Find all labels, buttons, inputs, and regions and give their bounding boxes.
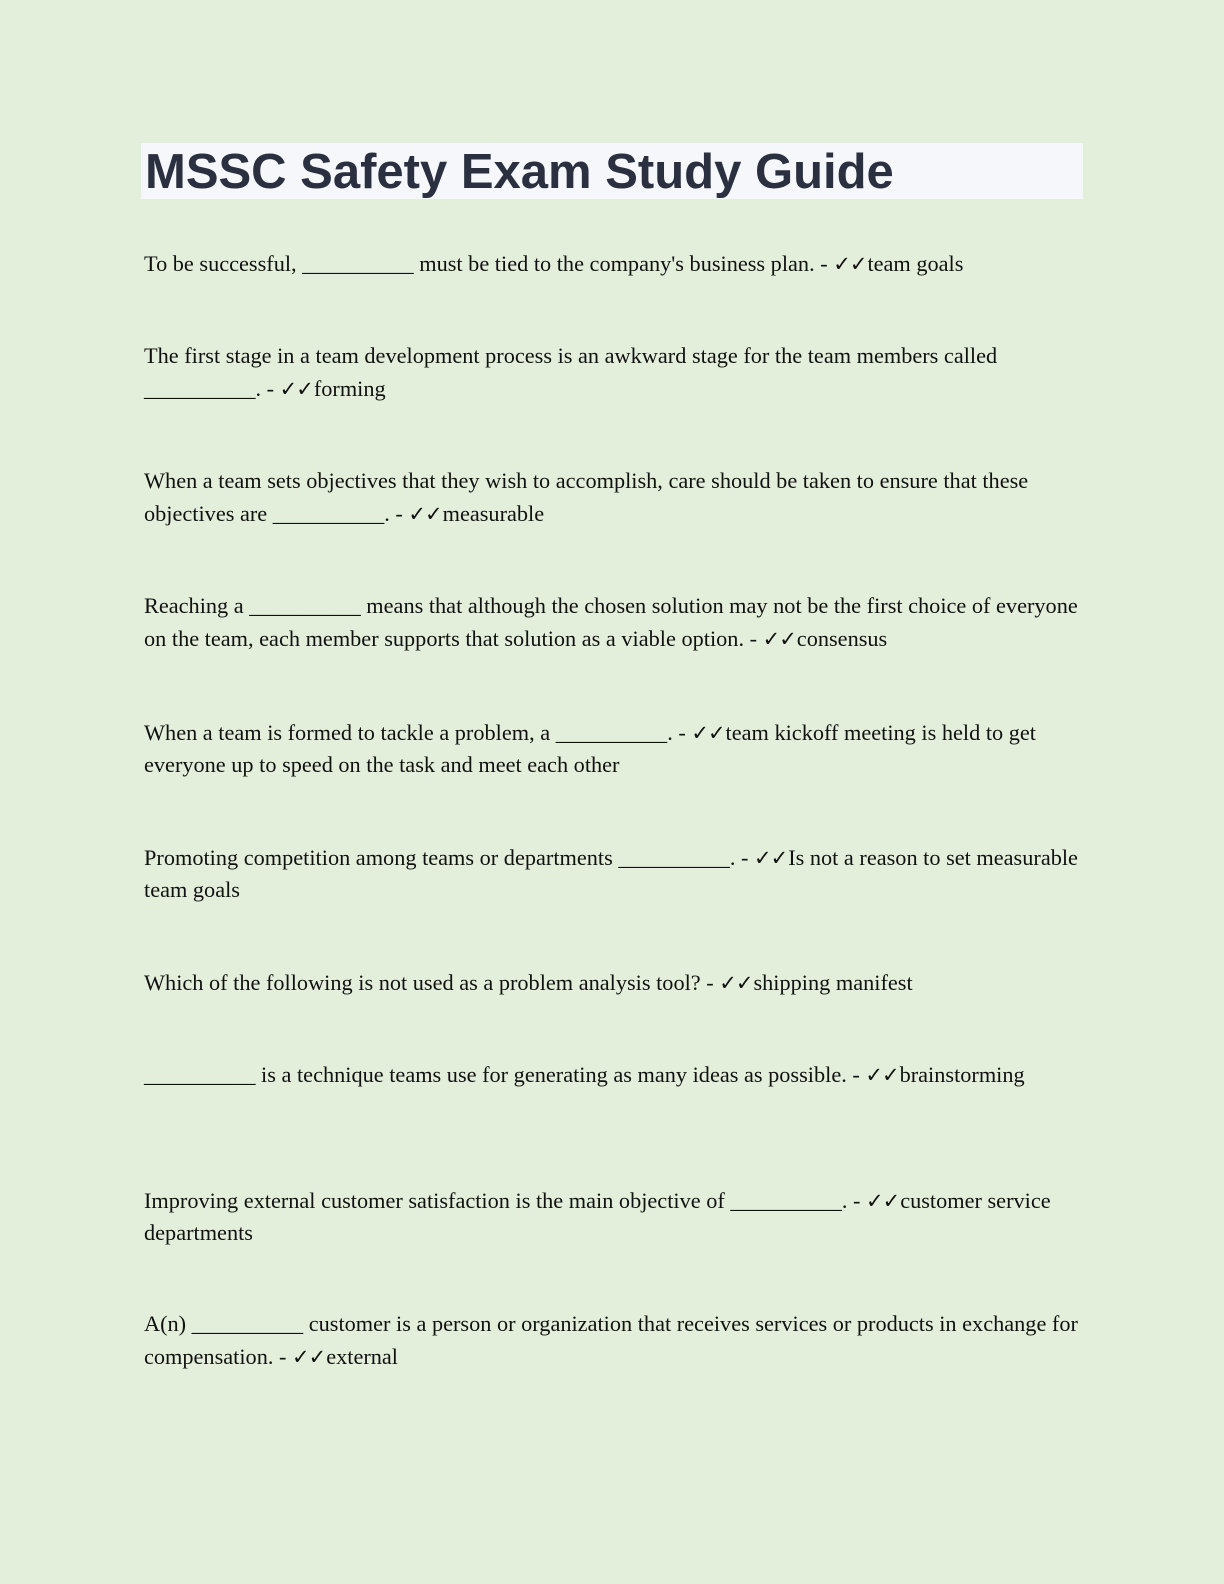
question-text: A(n) __________ customer is a person or organization that receives services or products in exchange for compensation. - xyxy=(144,1311,1078,1369)
qa-item-10 xyxy=(144,1307,1084,1374)
question-text: Promoting competition among teams or departments __________. - xyxy=(144,845,754,870)
answer-text: brainstorming xyxy=(899,1062,1025,1087)
answer-text: measurable xyxy=(442,501,545,526)
question-text: Improving external customer satisfaction is the main objective of __________. - xyxy=(144,1188,866,1213)
question-text: When a team sets objectives that they wish to accomplish, care should be taken to ensure that these objectives are __________. - xyxy=(144,468,1029,526)
qa-item-2 xyxy=(144,339,1084,406)
double-check-icon: ✓✓ xyxy=(753,846,788,870)
qa-item-5 xyxy=(144,717,1084,780)
answer-text: forming xyxy=(313,376,386,401)
title-banner xyxy=(141,143,1083,199)
qa-item-3 xyxy=(144,464,1084,531)
double-check-icon: ✓✓ xyxy=(833,252,867,276)
document-title: MSSC Safety Exam Study Guide xyxy=(145,145,894,199)
double-check-icon: ✓✓ xyxy=(719,971,753,995)
question-text: Reaching a __________ means that although the chosen solution may not be the first choice of everyone on the team, each member supports that solution as a viable option. - xyxy=(144,593,1078,651)
answer-text: consensus xyxy=(796,626,888,651)
qa-item-9 xyxy=(144,1185,1084,1248)
question-text: The first stage in a team development process is an awkward stage for the team members called __________. - xyxy=(144,343,998,401)
qa-item-1 xyxy=(144,247,1084,281)
question-text: To be successful, __________ must be tied to the company's business plan. - xyxy=(144,251,834,276)
qa-item-7 xyxy=(144,966,1084,1000)
answer-text: shipping manifest xyxy=(753,970,913,995)
double-check-icon: ✓✓ xyxy=(762,627,796,651)
qa-item-8 xyxy=(144,1058,1084,1092)
question-text: When a team is formed to tackle a problem, a __________. - xyxy=(144,720,692,745)
qa-item-6 xyxy=(144,842,1084,905)
question-text: Which of the following is not used as a problem analysis tool? - xyxy=(144,970,720,995)
question-text: __________ is a technique teams use for generating as many ideas as possible. - xyxy=(144,1062,866,1087)
double-check-icon: ✓✓ xyxy=(292,1345,326,1369)
double-check-icon: ✓✓ xyxy=(408,502,442,526)
answer-text: customer service departments xyxy=(144,1188,1051,1245)
answer-text: Is not a reason to set measurable team goals xyxy=(144,845,1078,902)
qa-item-4 xyxy=(144,589,1084,656)
answer-text: team goals xyxy=(867,251,964,276)
double-check-icon: ✓✓ xyxy=(866,1189,900,1213)
double-check-icon: ✓✓ xyxy=(279,377,313,401)
answer-text: team kickoff meeting is held to get everyone up to speed on the task and meet each other xyxy=(144,720,1036,777)
answer-text: external xyxy=(326,1344,399,1369)
double-check-icon: ✓✓ xyxy=(865,1063,899,1087)
double-check-icon: ✓✓ xyxy=(691,721,725,745)
